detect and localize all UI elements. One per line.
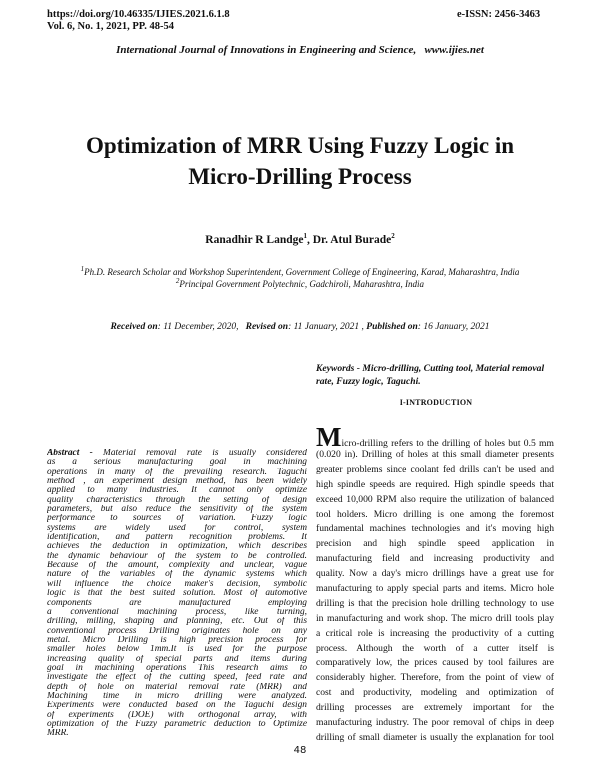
doi-link[interactable]: https://doi.org/10.46335/IJIES.2021.6.1.8	[47, 9, 230, 20]
affiliation-1	[0, 265, 600, 277]
intro-line: cost and productivity, modeling and optimization of	[316, 687, 554, 699]
intro-line: considerably higher. Therefore, from the point of view of	[316, 672, 554, 684]
intro-line: a critical role is increasing the productivity of a cutting	[316, 627, 554, 639]
journal-name: International Journal of Innovations in Engineering and Science, www.ijies.net	[116, 44, 484, 56]
abstract-line: investigate the effect of the cutting speed, feed rate and	[47, 673, 307, 683]
paper-title: Optimization of MRR Using Fuzzy Logic in Micro-Drilling Process	[85, 133, 515, 189]
abstract-line: Machining time in micro drilling were analyzed.	[47, 691, 307, 701]
intro-line: manufacturing field and increasing productivity and	[316, 553, 554, 565]
volume-info: Vol. 6, No. 1, 2021, PP. 48-54	[47, 21, 174, 32]
intro-line: exceed 10,000 RPM also require the utilization of balanced	[316, 493, 554, 505]
abstract-line: goal in machining operations This research aims to	[47, 663, 307, 673]
intro-line: (0.020 in). Drilling of holes at this small diameter presents	[316, 449, 554, 460]
keywords: Keywords - Micro-drilling, Cutting tool, Material removal rate, Fuzzy logic, Taguchi.	[316, 363, 545, 387]
abstract	[47, 449, 307, 739]
abstract-line: of experiments (DOE) with orthogonal array, with	[47, 710, 307, 720]
abstract-line: components are manufactured employing	[47, 598, 307, 608]
published-date: : 16 January, 2021	[417, 322, 490, 332]
abstract-line: conventional process Drilling originates hole on any	[47, 626, 307, 636]
intro-line: fundamental machines technologies and it's moving high	[316, 523, 554, 535]
abstract-line: increasing quality of special parts and items during	[47, 654, 307, 664]
abstract-line: performance to sources of variation. Fuzzy logic	[47, 514, 307, 524]
intro-line: drilling of small diameter is usually the explanation for tool	[316, 731, 554, 743]
abstract-line: depth of hole on material removal rate (MRR) and	[47, 682, 307, 692]
intro-line: tool holders. Micro drilling is one among the foremost	[316, 508, 554, 520]
dates	[0, 312, 600, 332]
abstract-line: systems are widely used for control, system	[47, 523, 307, 533]
received-label: Received on	[110, 322, 158, 332]
abstract-label: Abstract -	[47, 449, 93, 458]
abstract-line: drilling, milling, shaping and planning, etc. Out of this	[47, 617, 307, 627]
affiliation-sup: 1	[80, 265, 85, 273]
page-number: 48	[293, 745, 307, 756]
abstract-line: Experiments were conducted based on the Taguchi design	[47, 701, 307, 711]
abstract-line: a conventional machining process, like turning,	[47, 607, 307, 617]
abstract-line: as a serious manufacturing goal in machining	[47, 458, 307, 468]
abstract-line: achieves the deduction in optimization, which describes	[47, 542, 307, 552]
author-2: Dr. Atul Burade	[312, 233, 392, 246]
abstract-line: quality characteristics through the setting of design	[47, 495, 307, 505]
author-2-sup: 2	[391, 232, 395, 240]
abstract-line: optimization of the Fuzzy parametric deduction to Optimize	[47, 719, 307, 729]
affiliation-sup: 2	[175, 277, 180, 285]
abstract-line: metal. Micro Drilling is high precision process for	[47, 635, 307, 645]
author-sep: ,	[306, 233, 313, 246]
abstract-line: will influence the choice maker's decision, symbolic	[47, 579, 307, 589]
author-1-sup: 1	[303, 232, 307, 240]
intro-line: precision and high spindle speed application in	[316, 538, 554, 550]
intro-line	[316, 422, 554, 452]
issn: e-ISSN: 2456-3463	[457, 9, 541, 20]
abstract-line: method , an experiment design method, has been widely	[47, 477, 307, 487]
intro-line: drilling processes are extremely important for the	[316, 702, 554, 714]
received-date: : 11 December, 2020,	[157, 322, 246, 332]
intro-line: process. Although the worth of a cutter itself is	[316, 642, 554, 654]
affiliation-2	[0, 277, 600, 289]
intro-text: icro-drilling refers to the drilling of holes but 0.5 mm	[341, 438, 554, 449]
intro-line: manufacturing to apply special parts and items. Micro hole	[316, 583, 554, 595]
abstract-line: operations in many of the prevailing research. Taguchi	[47, 467, 307, 477]
intro-line: manufacturing industry. The poor removal of chips in deep	[316, 717, 554, 729]
affiliation-text: Ph.D. Research Scholar and Workshop Superintendent, Government College of Engineering, Karad, Maharashtra, India	[84, 267, 520, 277]
abstract-line: applied to many industries. It cannot only optimize	[47, 486, 307, 496]
introduction-body	[316, 422, 554, 746]
abstract-line: the dynamic behaviour of the system to be controlled.	[47, 551, 307, 561]
abstract-line: smaller holes below 1mm.It is used for the purpose	[47, 645, 307, 655]
intro-line: drilling is that the precision hole drilling technology to use	[316, 597, 554, 609]
intro-line: high spindle speeds are required. High spindle speeds that	[316, 478, 554, 490]
abstract-line: nature of the variables of the dynamic systems which	[47, 570, 307, 580]
abstract-line: MRR.	[47, 729, 69, 739]
author-1: Ranadhir R Landge	[205, 233, 304, 246]
abstract-text: Material removal rate is usually considered	[92, 449, 307, 458]
revised-date: : 11 January, 2021 ,	[288, 322, 367, 332]
drop-cap: M	[316, 422, 342, 452]
revised-label: Revised on	[245, 322, 289, 332]
section-heading: I-INTRODUCTION	[399, 398, 473, 407]
published-label: Published on	[366, 322, 418, 332]
authors	[0, 232, 600, 246]
intro-line: in manufacturing and work shop. The micro drill tools play	[316, 612, 554, 624]
affiliation-text: Principal Government Polytechnic, Gadchiroli, Maharashtra, India	[179, 279, 425, 289]
abstract-line	[47, 449, 307, 458]
intro-line: greater problems since coolant fed drills can't be used and	[316, 463, 554, 475]
abstract-line: logic is that the best suited solution. Most of automotive	[47, 589, 307, 599]
abstract-line: identification, and pattern recognition problems. It	[47, 533, 307, 543]
abstract-line: Because of the amount, complexity and unclear, vague	[47, 561, 307, 571]
intro-line: quality. Now a day's micro drillings have a great use for	[316, 568, 554, 580]
intro-line: comparatively low, the prices caused by tool failures are	[316, 657, 554, 669]
abstract-line: parameters, but also reduce the sensitivity of the system	[47, 505, 307, 515]
